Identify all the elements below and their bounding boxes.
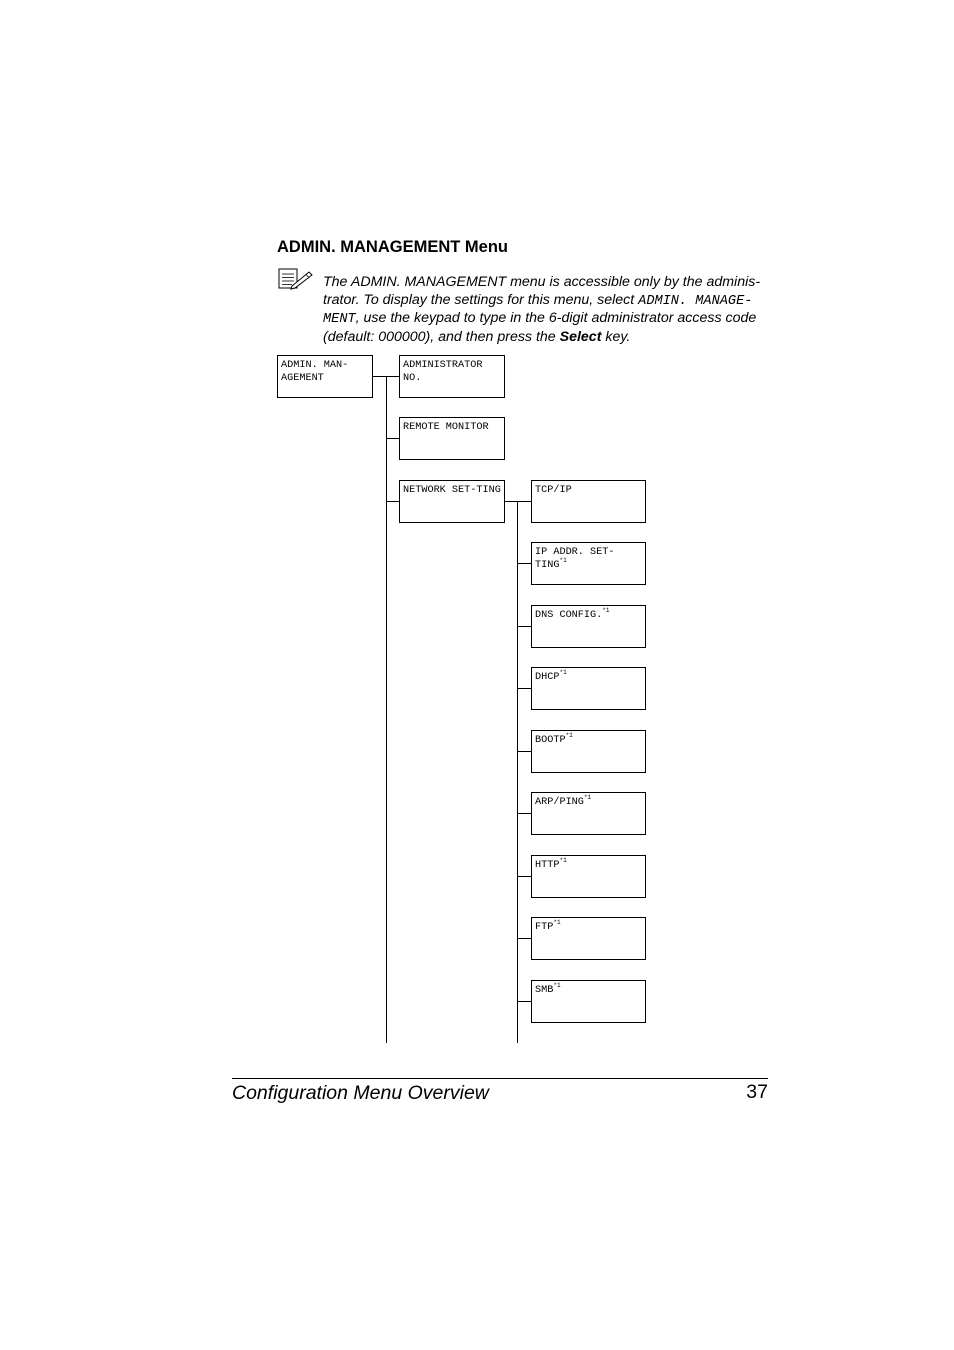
connector-line [386, 501, 399, 502]
menu-box-bootp [531, 730, 646, 773]
connector-line [517, 1001, 531, 1002]
menu-box-admin-management [277, 355, 373, 398]
menu-box-label: SMB [535, 985, 554, 996]
connector-line [517, 813, 531, 814]
note-text [323, 274, 771, 346]
footnote-marker: *1 [602, 607, 610, 614]
menu-box-label: REMOTE MONITOR [403, 422, 489, 433]
menu-box-arp-ping [531, 792, 646, 835]
menu-box-administrator-no [399, 355, 505, 398]
menu-box-label: ADMIN. MAN-AGEMENT [281, 360, 349, 384]
menu-box-dns-config [531, 605, 646, 648]
connector-line [517, 626, 531, 627]
note-text-part: key. [601, 328, 631, 345]
connector-line [517, 501, 518, 1043]
note-code: ADMIN. MANAGE-MENT [323, 293, 753, 327]
note-pencil-icon [278, 268, 314, 290]
connector-line [505, 501, 531, 502]
menu-box-label: ADMINISTRATOR NO. [403, 360, 483, 384]
menu-box-ip-addr-setting [531, 542, 646, 585]
menu-box-network-setting [399, 480, 505, 523]
menu-box-label: IP ADDR. SET-TING [535, 547, 615, 571]
connector-line [517, 876, 531, 877]
menu-box-label: BOOTP [535, 735, 566, 746]
menu-box-ftp [531, 917, 646, 960]
footnote-marker: *1 [583, 794, 592, 801]
menu-box-label: DHCP [535, 672, 560, 683]
note-key: Select [559, 328, 602, 345]
menu-box-label: ARP/PING [535, 797, 584, 808]
connector-line [517, 688, 531, 689]
section-title: ADMIN. MANAGEMENT Menu [277, 238, 508, 256]
footnote-marker: *1 [553, 919, 561, 926]
menu-box-label: FTP [535, 922, 554, 933]
footer-rule [232, 1078, 768, 1079]
menu-box-http [531, 855, 646, 898]
connector-line [517, 938, 531, 939]
connector-line [517, 563, 531, 564]
connector-line [386, 438, 399, 439]
note-text-part: The ADMIN. MANAGEMENT menu is accessible only by the adminis-trator. To display the settings for this menu, select [323, 274, 761, 308]
menu-box-tcp-ip [531, 480, 646, 523]
connector-line [517, 751, 531, 752]
page-number: 37 [746, 1081, 768, 1103]
menu-box-smb [531, 980, 646, 1023]
menu-box-label: DNS CONFIG. [535, 610, 603, 621]
connector-line [386, 376, 387, 1043]
menu-box-dhcp [531, 667, 646, 710]
footnote-marker: *1 [565, 732, 573, 739]
menu-box-label: NETWORK SET-TING [403, 485, 501, 496]
note-text-part: , use the keypad to type in the 6-digit administrator access code (default: 000000), and then press the [323, 310, 757, 345]
footnote-marker: *1 [559, 557, 567, 564]
footnote-marker: *1 [559, 669, 567, 676]
footnote-marker: *1 [559, 857, 567, 864]
menu-box-label: TCP/IP [535, 485, 572, 496]
footnote-marker: *1 [553, 982, 561, 989]
menu-box-remote-monitor [399, 417, 505, 460]
footer-title: Configuration Menu Overview [232, 1082, 489, 1104]
menu-box-label: HTTP [535, 860, 560, 871]
